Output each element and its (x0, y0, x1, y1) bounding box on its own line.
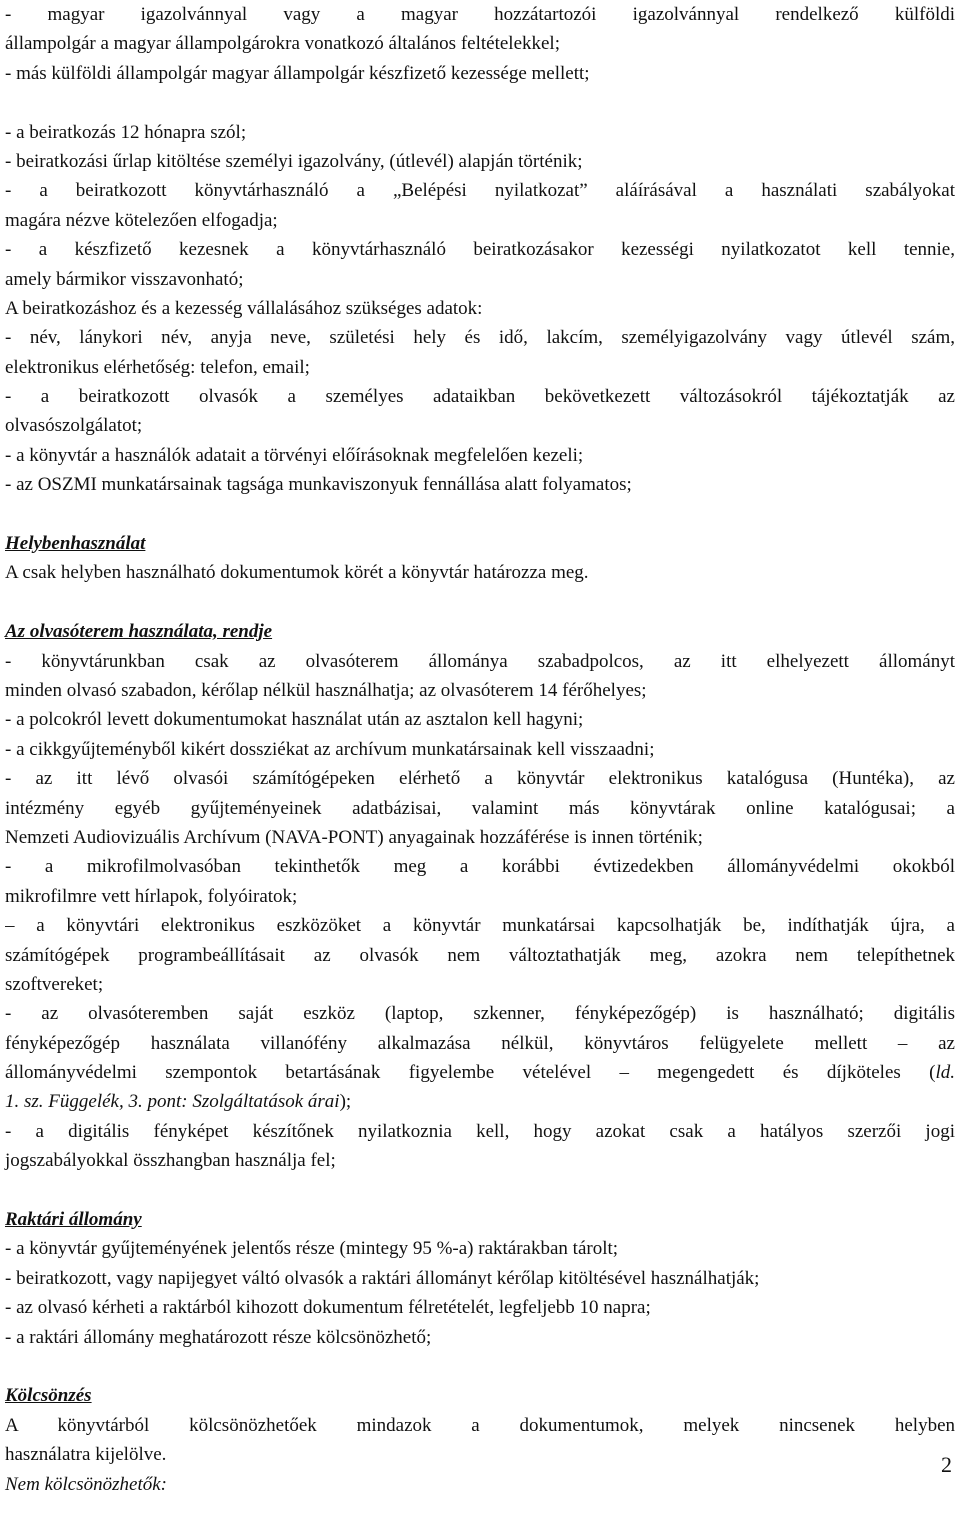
text-line: A csak helyben használható dokumentumok körét a könyvtár határozza meg. (5, 562, 589, 584)
text-segment: állományvédelmi szempontok betartásának figyelembe vételével – megengedett és díjköteles ( (5, 1062, 936, 1084)
section-heading: Kölcsönzés (5, 1385, 92, 1407)
olvasoterem-section (5, 617, 955, 1175)
intro-section (5, 0, 955, 88)
text-line: - a cikkgyűjteményből kikért dossziékat az archívum munkatársainak kell visszaadni; (5, 738, 655, 760)
text-line: - az olvasóteremben saját eszköz (laptop, szkenner, fényképezőgép) is használható; digitális (5, 1003, 955, 1025)
text-line: - a mikrofilmolvasóban tekinthetők meg a korábbi évtizedekben állományvédelmi okokból (5, 856, 955, 878)
text-line: minden olvasó szabadon, kérőlap nélkül használhatja; az olvasóterem 14 férőhelyes; (5, 679, 647, 701)
text-line: - könyvtárunkban csak az olvasóterem állománya szabadpolcos, az itt elhelyezett állományt (5, 650, 955, 672)
text-line: Nemzeti Audiovizuális Archívum (NAVA-PONT) anyagainak hozzáférése is innen történik; (5, 826, 703, 848)
text-line (5, 1087, 955, 1116)
page-number: 2 (941, 1452, 952, 1477)
text-line: használatra kijelölve. (5, 1444, 167, 1466)
text-line: mikrofilmre vett hírlapok, folyóiratok; (5, 885, 298, 907)
helyben-section (5, 529, 955, 588)
text-line: - magyar igazolvánnyal vagy a magyar hozzátartozói igazolvánnyal rendelkező külföldi (5, 4, 955, 25)
section-heading: Helybenhasználat (5, 533, 146, 555)
text-line: - a beiratkozott könyvtárhasználó a „Belépési nyilatkozat” aláírásával a használati szabályokat (5, 180, 955, 202)
text-line: - a készfizető kezesnek a könyvtárhasználó beiratkozásakor kezességi nyilatkozatot kell tennie, (5, 239, 955, 261)
text-line: számítógépek programbeállításait az olvasók nem változtathatják meg, azokra nem telepíthetnek (5, 944, 955, 966)
text-line: jogszabályokkal összhangban használja fel; (5, 1150, 336, 1172)
text-line: A beiratkozáshoz és a kezesség vállalásához szükséges adatok: (5, 297, 483, 319)
text-line: - más külföldi állampolgár magyar állampolgár készfizető kezessége mellett; (5, 62, 590, 84)
document-page (5, 0, 955, 1499)
text-line: - a raktári állomány meghatározott része kölcsönözhető; (5, 1326, 432, 1348)
text-line: állampolgár a magyar állampolgárokra vonatkozó általános feltételekkel; (5, 33, 560, 55)
subheading-italic: Nem kölcsönözhetők: (5, 1473, 167, 1495)
text-line: - beiratkozott, vagy napijegyet váltó olvasók a raktári állományt kérőlap kitöltésével használhatják; (5, 1267, 760, 1289)
text-line: - a beiratkozott olvasók a személyes adataikban bekövetkezett változásokról tájékoztatják az (5, 386, 955, 408)
text-line: - a beiratkozás 12 hónapra szól; (5, 121, 247, 143)
text-line: amely bármikor visszavonható; (5, 268, 244, 290)
text-line: - az olvasó kérheti a raktárból kihozott dokumentum félretételét, legfeljebb 10 napra; (5, 1297, 651, 1319)
text-line (5, 1058, 955, 1087)
kolcsonzes-section (5, 1381, 955, 1499)
section-heading: Raktári állomány (5, 1209, 142, 1231)
text-line: olvasószolgálatot; (5, 415, 143, 437)
text-line: - az OSZMI munkatársainak tagsága munkaviszonyuk fennállása alatt folyamatos; (5, 474, 632, 496)
text-line: - a digitális fényképet készítőnek nyilatkoznia kell, hogy azokat csak a hatályos szerzői jogi (5, 1120, 955, 1142)
reference-italic: 1. sz. Függelék, 3. pont: Szolgáltatások árai (5, 1091, 340, 1113)
text-line: – a könyvtári elektronikus eszközöket a könyvtár munkatársai kapcsolhatják be, indíthatják újra, a (5, 915, 955, 937)
reference-italic: ld. (935, 1062, 955, 1084)
section-heading: Az olvasóterem használata, rendje (5, 621, 273, 643)
text-line: intézmény egyéb gyűjteményeinek adatbázisai, valamint más könyvtárak online katalógusai; a (5, 797, 955, 819)
enrollment-section (5, 118, 955, 500)
text-line: - név, lánykori név, anyja neve, születési hely és idő, lakcím, személyigazolvány vagy útlevél szám, (5, 327, 955, 349)
raktar-section (5, 1205, 955, 1352)
text-line: elektronikus elérhetőség: telefon, email; (5, 356, 310, 378)
text-line: - a polcokról levett dokumentumokat használat után az asztalon kell hagyni; (5, 709, 584, 731)
text-line: szoftvereket; (5, 973, 104, 995)
text-line: A könyvtárból kölcsönözhetőek mindazok a dokumentumok, melyek nincsenek helyben (5, 1414, 955, 1436)
text-line: - az itt lévő olvasói számítógépeken elérhető a könyvtár elektronikus katalógusa (Huntéka), az (5, 768, 955, 790)
text-line: - a könyvtár gyűjteményének jelentős része (mintegy 95 %-a) raktárakban tárolt; (5, 1238, 619, 1260)
text-line: fényképezőgép használata villanófény alkalmazása nélkül, könyvtáros felügyelete mellett – az (5, 1032, 955, 1054)
text-line: - a könyvtár a használók adatait a törvényi előírásoknak megfelelően kezeli; (5, 444, 584, 466)
text-line: - beiratkozási űrlap kitöltése személyi igazolvány, (útlevél) alapján történik; (5, 150, 583, 172)
text-line: magára nézve kötelezően elfogadja; (5, 209, 278, 231)
text-segment: ); (339, 1091, 352, 1113)
